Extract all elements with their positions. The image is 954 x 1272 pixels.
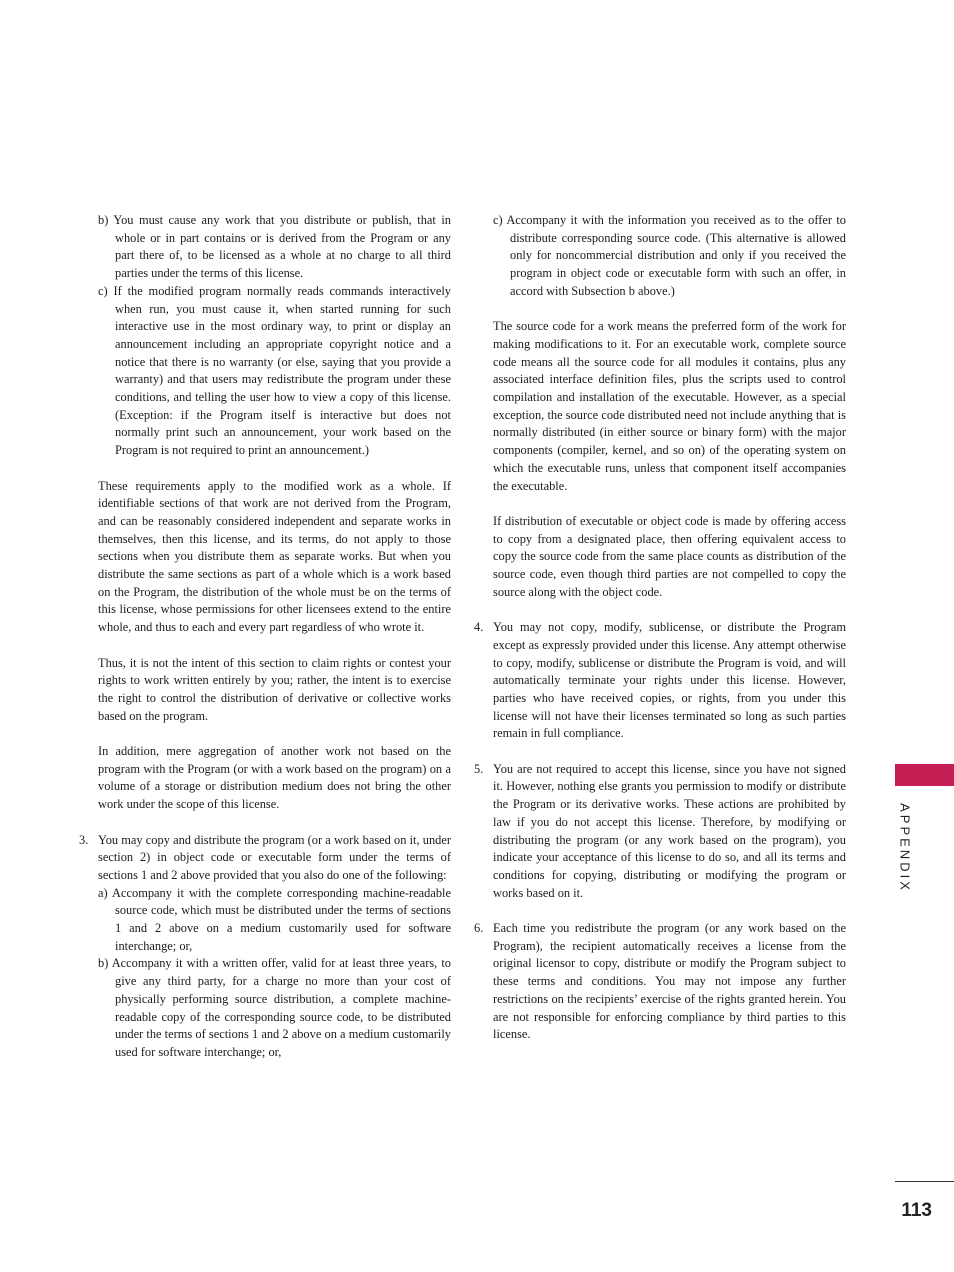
- appendix-tab-marker: [895, 764, 954, 786]
- section-5-number: 5.: [474, 761, 484, 776]
- section-4: [474, 619, 846, 743]
- section-3-text: You may copy and distribute the program (or a work based on it, under section 2) in object code or executable form under the terms of sections 1 and 2 above provided that you also do one of the following:: [98, 832, 451, 882]
- paragraph-requirements: These requirements apply to the modified work as a whole. If identifiable sections of that work are not derived from the Program, and can be reasonably considered independent and separate works in themselves, then this license, and its terms, do not apply to those sections when you distribute them as separate works. But when you distribute the same sections as part of a whole which is a work based on the Program, the distribution of the whole must be on the terms of this license, whose permissions for other licensees extend to the entire whole, and thus to each and every part regardless of who wrote it.: [98, 478, 451, 635]
- section-6-text: Each time you redistribute the program (or any work based on the Program), the recipient automatically receives a license from the original licensor to copy, distribute or modify the Program subject to these terms and conditions. You may not impose any further restrictions on the recipients’ exercise of the rights granted herein. You are not responsible for enforcing compliance by third parties to this license.: [493, 921, 846, 1042]
- right-column: [474, 212, 846, 1044]
- paragraph-source-code: The source code for a work means the preferred form of the work for making modifications to it. For an executable work, complete source code means all the source code for all modules it contains, plus any associated interface definition files, plus the scripts used to control compilation and installation of the executable. However, as a special exception, the source code distributed need not include anything that is normally distributed (in either source or binary form) with the major components (compiler, kernel, and so on) of the operating system on which the executable runs, unless that component itself accompanies the executable.: [493, 319, 846, 493]
- clause-3c: c) Accompany it with the information you received as to the offer to distribute corresponding source code. (This alternative is allowed only for noncommercial distribution and only if you received the program in object code or executable form with such an offer, in accord with Subsection b above.): [493, 213, 846, 298]
- page-number-rule: [895, 1181, 954, 1182]
- section-4-text: You may not copy, modify, sublicense, or distribute the Program except as expressly provided under this license. Any attempt otherwise to copy, modify, sublicense or distribute the Program is void, and will automatically terminate your rights under this license. However, parties who have received copies, or rights, from you under this license will not have their licenses terminated so long as such parties remain in full compliance.: [493, 620, 846, 741]
- appendix-label: APPENDIX: [897, 803, 913, 893]
- clause-2b: b) You must cause any work that you distribute or publish, that in whole or in part contains or is derived from the Program or any part there of, to be licensed as a whole at no charge to all third parties under the terms of this license.: [98, 213, 451, 281]
- section-3: [79, 832, 451, 885]
- paragraph-aggregation: In addition, mere aggregation of another work not based on the program with the Program (or with a work based on the program) on a volume of a storage or distribution medium does not bring the other work under the scope of this license.: [98, 744, 451, 812]
- section-5-text: You are not required to accept this license, since you have not signed it. However, nothing else grants you permission to modify or distribute the Program or its derivative works. These actions are prohibited by law if you do not accept this license. Therefore, by modifying or distributing the program (or any work based on the program), you indicate your acceptance of this license to do so, and all its terms and conditions for copying, distributing or modifying the program or works based on it.: [493, 761, 846, 900]
- paragraph-intent: Thus, it is not the intent of this section to claim rights or contest your rights to work written entirely by you; rather, the intent is to exercise the right to control the distribution of derivative or collective works based on the program.: [98, 655, 451, 723]
- section-4-number: 4.: [474, 620, 484, 635]
- section-6-number: 6.: [474, 921, 484, 936]
- clause-2c: c) If the modified program normally reads commands interactively when run, you must cause it, when started running for such interactive use in the most ordinary way, to print or display an announcement including an appropriate copyright notice and a notice that there is no warranty (or else, saying that you provide a warranty) and that users may redistribute the program under these conditions, and telling the user how to view a copy of this license. (Exception: if the Program itself is interactive but does not normally print such an announcement, your work based on the Program is not required to print an announcement.): [98, 283, 451, 458]
- clause-3b: b) Accompany it with a written offer, valid for at least three years, to give any third party, for a charge no more than your cost of physically performing source distribution, a complete machine-readable copy of the corresponding source code, to be distributed under the terms of sections 1 and 2 above on a medium customarily used for software interchange; or,: [98, 956, 451, 1059]
- page-number: 113: [901, 1200, 932, 1221]
- section-5: [474, 761, 846, 903]
- section-6: [474, 920, 846, 1044]
- section-3-number: 3.: [79, 832, 89, 847]
- left-column: [79, 212, 451, 1062]
- paragraph-offering-access: If distribution of executable or object code is made by offering access to copy from a designated place, then offering equivalent access to copy the source code from the same place counts as distribution of the source code, even though third parties are not compelled to copy the source along with the object code.: [493, 513, 846, 599]
- clause-3a: a) Accompany it with the complete corresponding machine-readable source code, which must be distributed under the terms of sections 1 and 2 above on a medium customarily used for software interchange; or,: [98, 885, 451, 953]
